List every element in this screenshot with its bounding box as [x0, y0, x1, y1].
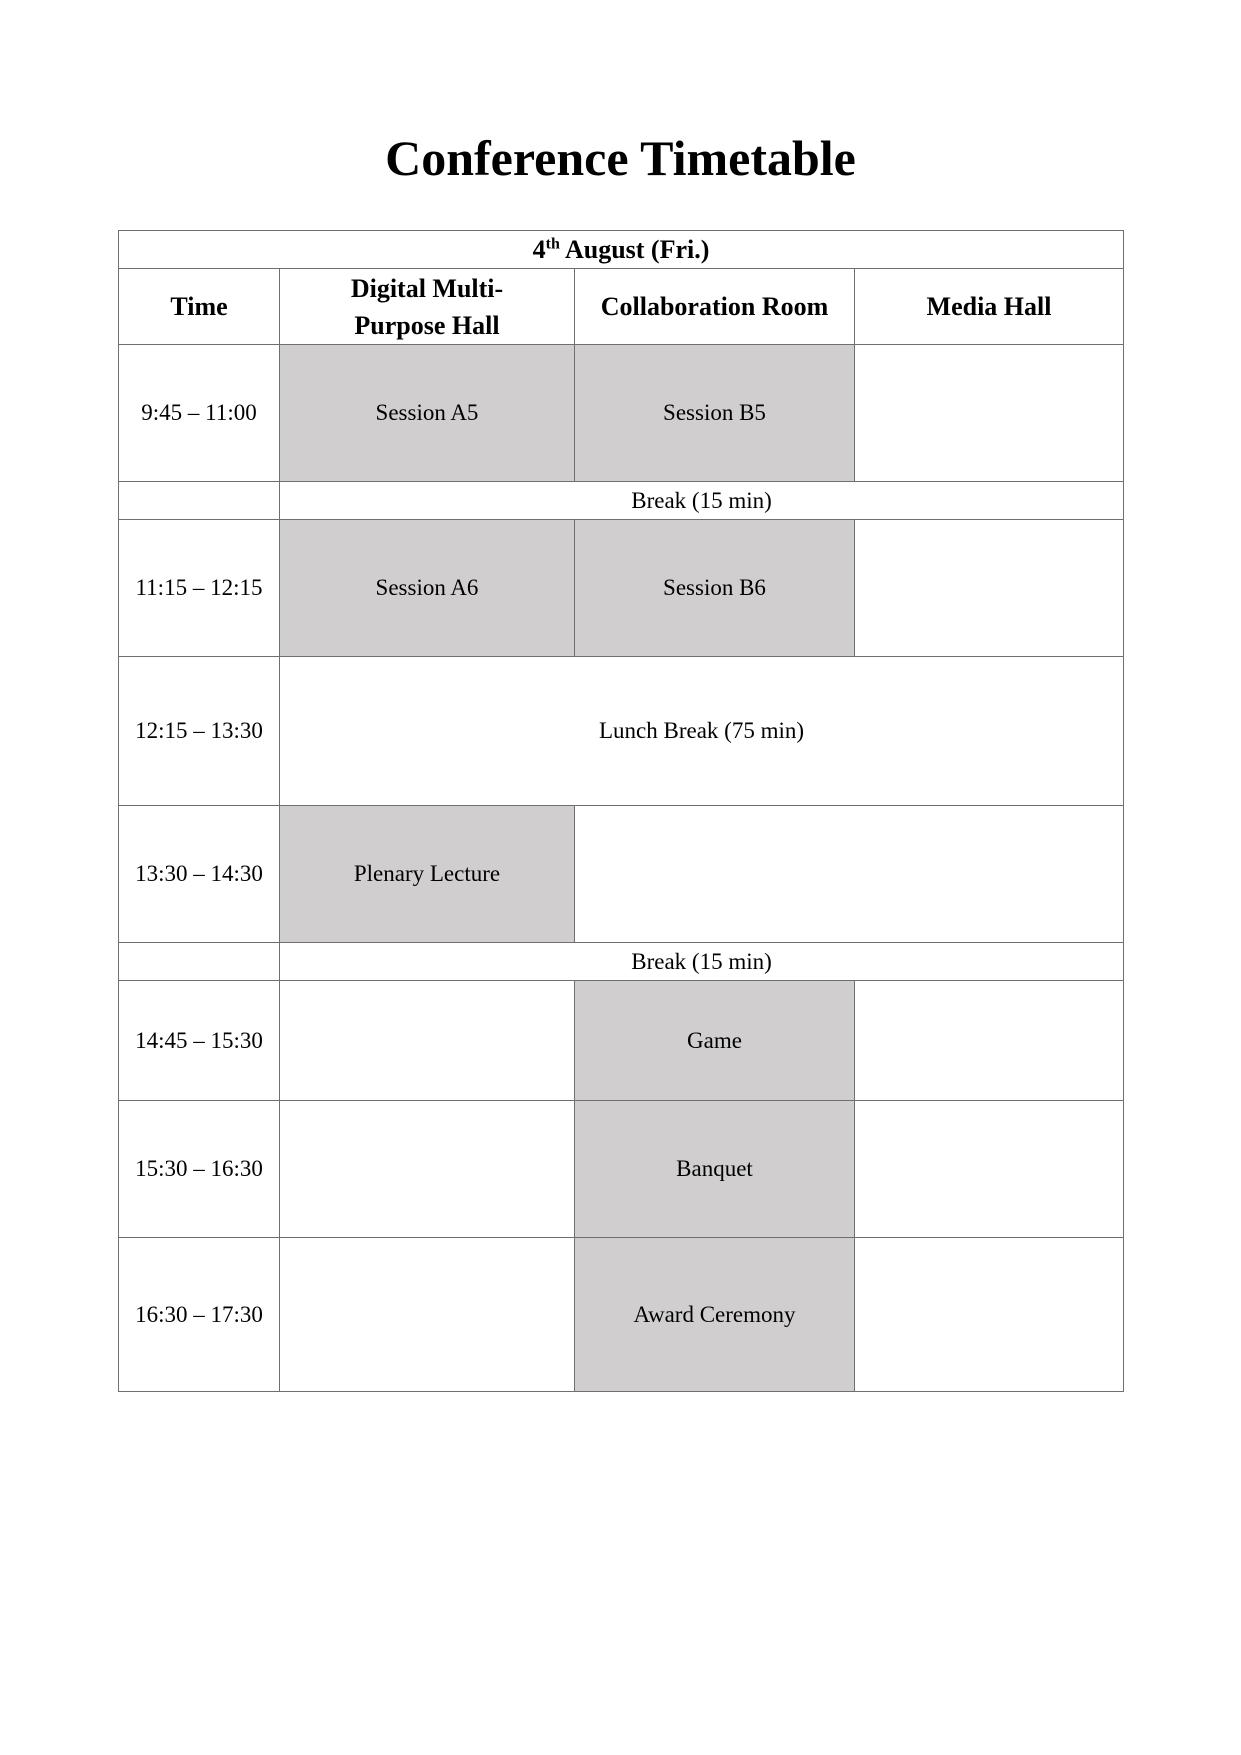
date-header [119, 231, 1124, 269]
time-cell: 14:45 – 15:30 [119, 981, 280, 1101]
session-cell: Award Ceremony [575, 1238, 855, 1392]
session-cell: Session B6 [575, 520, 855, 657]
table-row [119, 981, 1124, 1101]
lunch-row [119, 657, 1124, 806]
date-rest: August (Fri.) [559, 235, 710, 264]
empty-cell [855, 1238, 1124, 1392]
session-cell: Game [575, 981, 855, 1101]
table-row [119, 520, 1124, 657]
session-cell: Banquet [575, 1101, 855, 1238]
time-cell [119, 482, 280, 520]
header-collaboration-room: Collaboration Room [575, 269, 855, 345]
table-row [119, 345, 1124, 482]
time-cell: 11:15 – 12:15 [119, 520, 280, 657]
break-row [119, 943, 1124, 981]
header-media-hall: Media Hall [855, 269, 1124, 345]
empty-cell [855, 981, 1124, 1101]
time-cell: 13:30 – 14:30 [119, 806, 280, 943]
date-ordinal: th [545, 235, 560, 253]
empty-cell [855, 520, 1124, 657]
table-row [119, 806, 1124, 943]
page-title: Conference Timetable [385, 130, 856, 186]
time-cell [119, 943, 280, 981]
time-cell: 9:45 – 11:00 [119, 345, 280, 482]
empty-cell [575, 806, 1124, 943]
time-cell: 12:15 – 13:30 [119, 657, 280, 806]
header-time: Time [119, 269, 280, 345]
break-cell: Break (15 min) [280, 482, 1124, 520]
header-digital-hall-line2: Purpose Hall [354, 310, 500, 340]
session-cell: Session A6 [280, 520, 575, 657]
break-cell: Break (15 min) [280, 943, 1124, 981]
session-cell: Session A5 [280, 345, 575, 482]
session-cell: Plenary Lecture [280, 806, 575, 943]
date-day: 4 [532, 235, 546, 264]
empty-cell [855, 345, 1124, 482]
empty-cell [280, 1238, 575, 1392]
empty-cell [280, 1101, 575, 1238]
break-row [119, 482, 1124, 520]
empty-cell [855, 1101, 1124, 1238]
time-cell: 16:30 – 17:30 [119, 1238, 280, 1392]
time-cell: 15:30 – 16:30 [119, 1101, 280, 1238]
session-cell: Session B5 [575, 345, 855, 482]
empty-cell [280, 981, 575, 1101]
table-row [119, 1101, 1124, 1238]
timetable [118, 230, 1124, 1392]
header-digital-hall-line1: Digital Multi- [350, 273, 504, 303]
lunch-cell: Lunch Break (75 min) [280, 657, 1124, 806]
date-header-row [119, 231, 1124, 269]
table-row [119, 1238, 1124, 1392]
header-digital-hall [280, 269, 575, 345]
column-header-row [119, 269, 1124, 345]
